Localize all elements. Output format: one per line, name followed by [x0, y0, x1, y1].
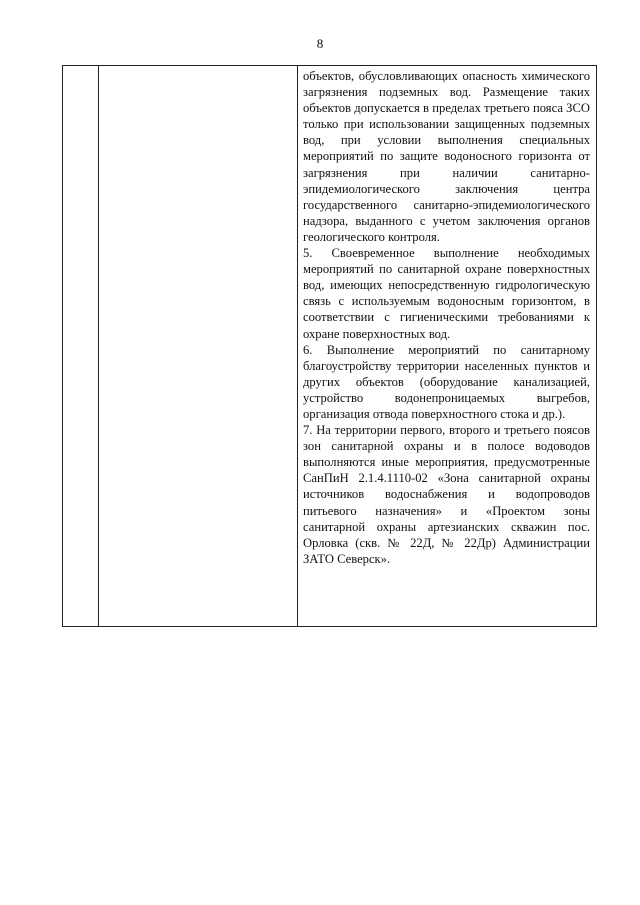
table-cell-number [63, 66, 99, 626]
measure-paragraph-7: 7. На территории первого, второго и третьего поясов зон санитарной охраны и в полосе водоводов выполняются иные мероприятия, предусмотренные СанПиН 2.1.4.1110-02 «Зона санитарной охраны источников водоснабжения и водопроводов питьевого назначения» и «Проектом зоны санитарной охраны артезианских скважин пос. Орловка (скв. № 22Д, № 22Др) Администрации ЗАТО Северск». [303, 423, 590, 566]
measure-paragraph-6: 6. Выполнение мероприятий по санитарному благоустройству территории населенных пунктов и других объектов (оборудование канализацией, устройство водонепроницаемых выгребов, организация отвода поверхностного стока и др.). [303, 342, 590, 421]
measure-paragraph-5: 5. Своевременное выполнение необходимых мероприятий по санитарной охране поверхностных вод, имеющих непосредственную гидрологическую связь с используемым водоносным горизонтом, в соответствии с гигиеническими требованиями к охране поверхностных вод. [303, 246, 590, 341]
page-number: 8 [316, 36, 324, 51]
measure-paragraph-continuation: объектов, обусловливающих опасность химического загрязнения подземных вод. Размещение таких объектов допускается в пределах третьего пояса ЗСО только при использовании защищенных подземных вод, при условии выполнения специальных мероприятий по защите водоносного горизонта от загрязнения при наличии санитарно-эпидемиологического заключения центра государственного санитарно-эпидемиологического надзора, выданного с учетом заключения органов геологического контроля. [303, 69, 590, 244]
table-cell-name [99, 66, 298, 626]
table-cell-measures [298, 66, 596, 626]
measures-table [62, 65, 597, 627]
